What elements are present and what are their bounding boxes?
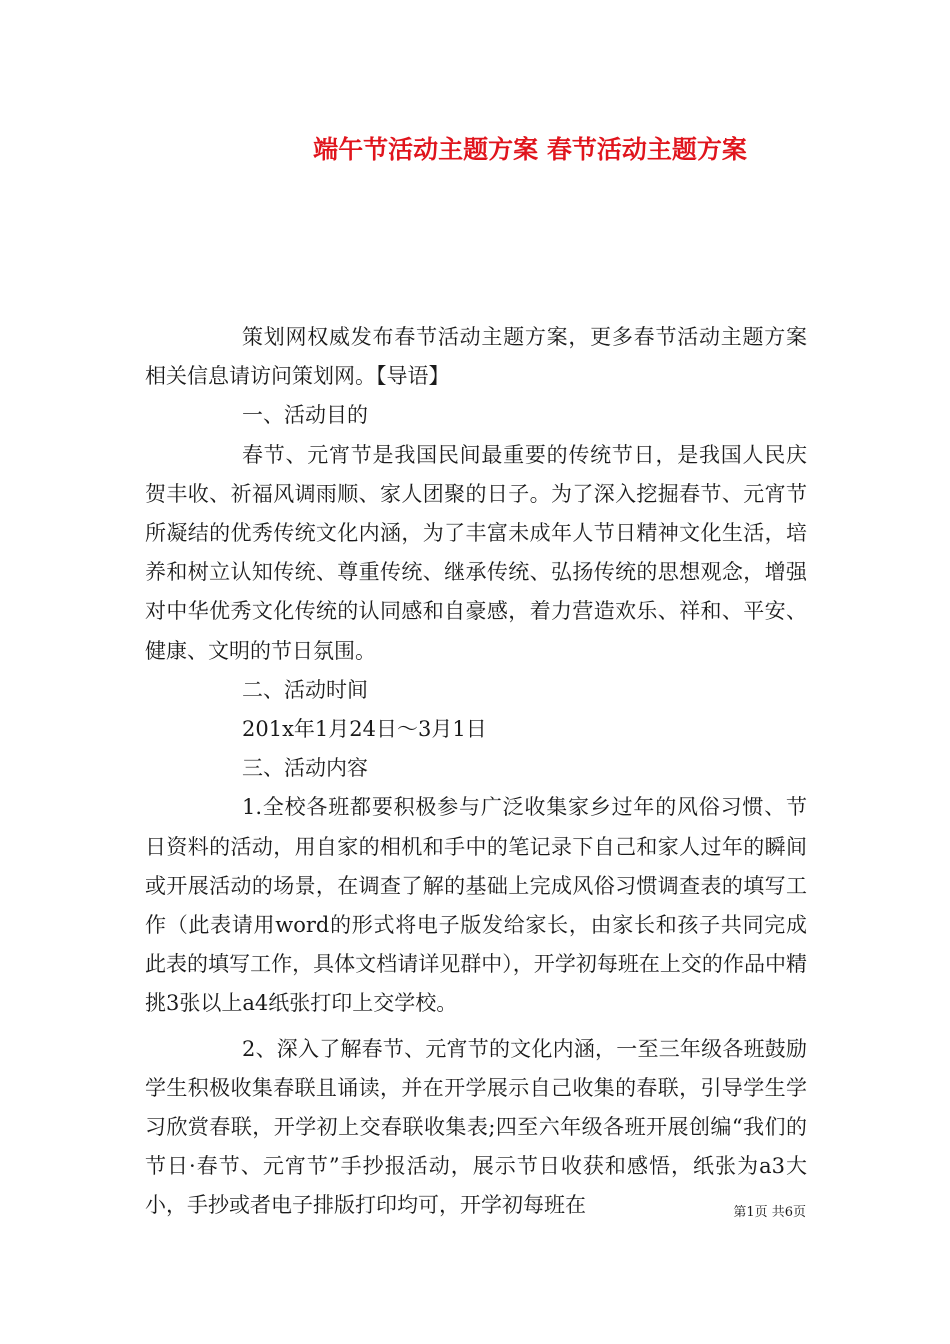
document-body	[145, 318, 807, 1226]
paragraph-intro: 策划网权威发布春节活动主题方案，更多春节活动主题方案相关信息请访问策划网。【导语】	[145, 325, 807, 389]
paragraph-time: 201x年1月24日～3月1日	[242, 717, 487, 742]
paragraph-content-2: 2、深入了解春节、元宵节的文化内涵，一至三年级各班鼓励学生积极收集春联且诵读，并在开学展示自己收集的春联，引导学生学习欣赏春联，开学初上交春联收集表;四至六年级各班开展创编“我们的节日·春节、元宵节”手抄报活动，展示节日收获和感悟，纸张为a3大小，手抄或者电子排版打印均可，开学初每班在	[145, 1036, 807, 1218]
document-title: 端午节活动主题方案 春节活动主题方案	[313, 135, 747, 164]
paragraph-content-1: 1.全校各班都要积极参与广泛收集家乡过年的风俗习惯、节日资料的活动，用自家的相机和手中的笔记录下自己和家人过年的瞬间或开展活动的场景，在调查了解的基础上完成风俗习惯调查表的填写工作（此表请用word的形式将电子版发给家长，由家长和孩子共同完成此表的填写工作，具体文档请详见群中），开学初每班在上交的作品中精挑3张以上a4纸张打印上交学校。	[145, 795, 807, 1016]
heading-activity-content: 三、活动内容	[242, 756, 368, 781]
heading-activity-time: 二、活动时间	[242, 677, 368, 702]
page-number: 第1页 共6页	[733, 1205, 806, 1220]
heading-activity-purpose: 一、活动目的	[242, 403, 368, 428]
paragraph-purpose: 春节、元宵节是我国民间最重要的传统节日，是我国人民庆贺丰收、祈福风调雨顺、家人团聚的日子。为了深入挖掘春节、元宵节所凝结的优秀传统文化内涵，为了丰富未成年人节日精神文化生活，培养和树立认知传统、尊重传统、继承传统、弘扬传统的思想观念，增强对中华优秀文化传统的认同感和自豪感，着力营造欢乐、祥和、平安、健康、文明的节日氛围。	[145, 442, 807, 663]
